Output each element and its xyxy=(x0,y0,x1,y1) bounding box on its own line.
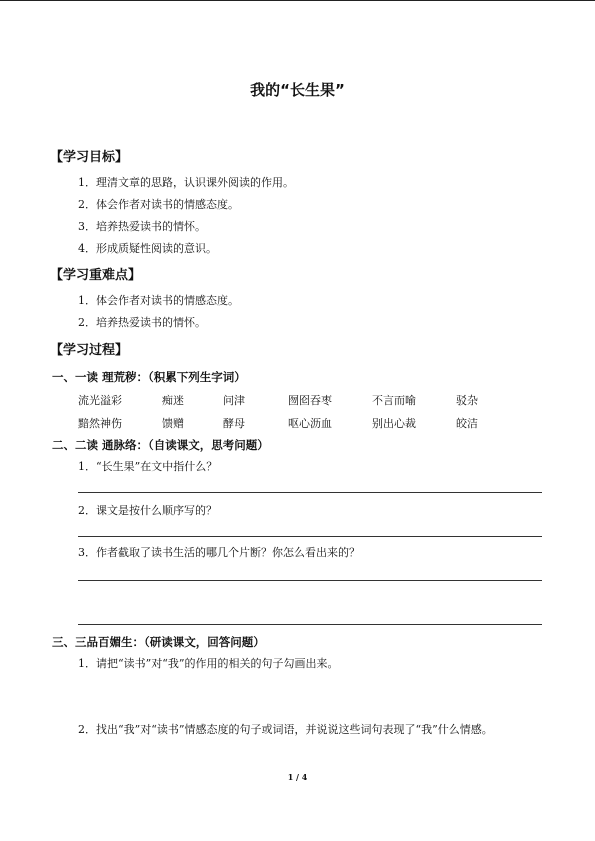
vocab-word: 馈赠 xyxy=(162,417,184,430)
top-rule xyxy=(0,0,595,1)
section-goals-heading: 【学习目标】 xyxy=(50,150,129,165)
part3-question-1: 1．请把“读书”对“我”的作用的相关的句子勾画出来。 xyxy=(78,657,339,670)
difficulty-item-2: 2．培养热爱读书的情怀。 xyxy=(78,316,206,329)
vocab-word: 酵母 xyxy=(223,417,245,430)
vocab-word: 流光溢彩 xyxy=(78,394,122,407)
vocab-word: 别出心裁 xyxy=(372,417,416,430)
goal-item-4: 4．形成质疑性阅读的意识。 xyxy=(78,242,217,255)
vocab-word: 皎洁 xyxy=(456,417,478,430)
part2-question-3: 3．作者截取了读书生活的哪几个片断？你怎么看出来的？ xyxy=(78,546,360,559)
difficulty-item-1: 1．体会作者对读书的情感态度。 xyxy=(78,294,239,307)
section-difficulties-heading: 【学习重难点】 xyxy=(50,268,142,283)
part2-question-1: 1．“长生果”在文中指什么？ xyxy=(78,460,218,473)
part2-question-2: 2．课文是按什么顺序写的？ xyxy=(78,504,217,517)
answer-line xyxy=(78,492,542,493)
answer-line xyxy=(78,536,542,537)
part3-heading: 三、三品百媚生：（研读课文，回答问题） xyxy=(52,635,265,649)
goal-item-3: 3．培养热爱读书的情怀。 xyxy=(78,220,206,233)
vocab-word: 不言而喻 xyxy=(372,394,416,407)
goal-item-1: 1．理清文章的思路，认识课外阅读的作用。 xyxy=(78,176,294,189)
goal-item-2: 2．体会作者对读书的情感态度。 xyxy=(78,198,239,211)
answer-line xyxy=(78,580,542,581)
vocab-word: 痴迷 xyxy=(162,394,184,407)
part3-question-2: 2．找出“我”对“读书”情感态度的句子或词语，并说说这些词句表现了“我”什么情感。 xyxy=(78,723,493,736)
vocab-word: 驳杂 xyxy=(456,394,478,407)
part1-heading: 一、一读 理荒秽：（积累下列生字词） xyxy=(52,370,246,384)
page-title: 我的“长生果” xyxy=(250,81,345,99)
page-number: 1 / 4 xyxy=(287,772,308,782)
section-process-heading: 【学习过程】 xyxy=(50,343,129,358)
answer-line xyxy=(78,624,542,625)
vocab-word: 黯然神伤 xyxy=(78,417,122,430)
vocab-word: 呕心沥血 xyxy=(288,417,332,430)
vocab-word: 问津 xyxy=(223,394,245,407)
vocab-word: 囫囵吞枣 xyxy=(288,394,332,407)
part2-heading: 二、二读 通脉络：（自读课文，思考问题） xyxy=(52,438,269,452)
